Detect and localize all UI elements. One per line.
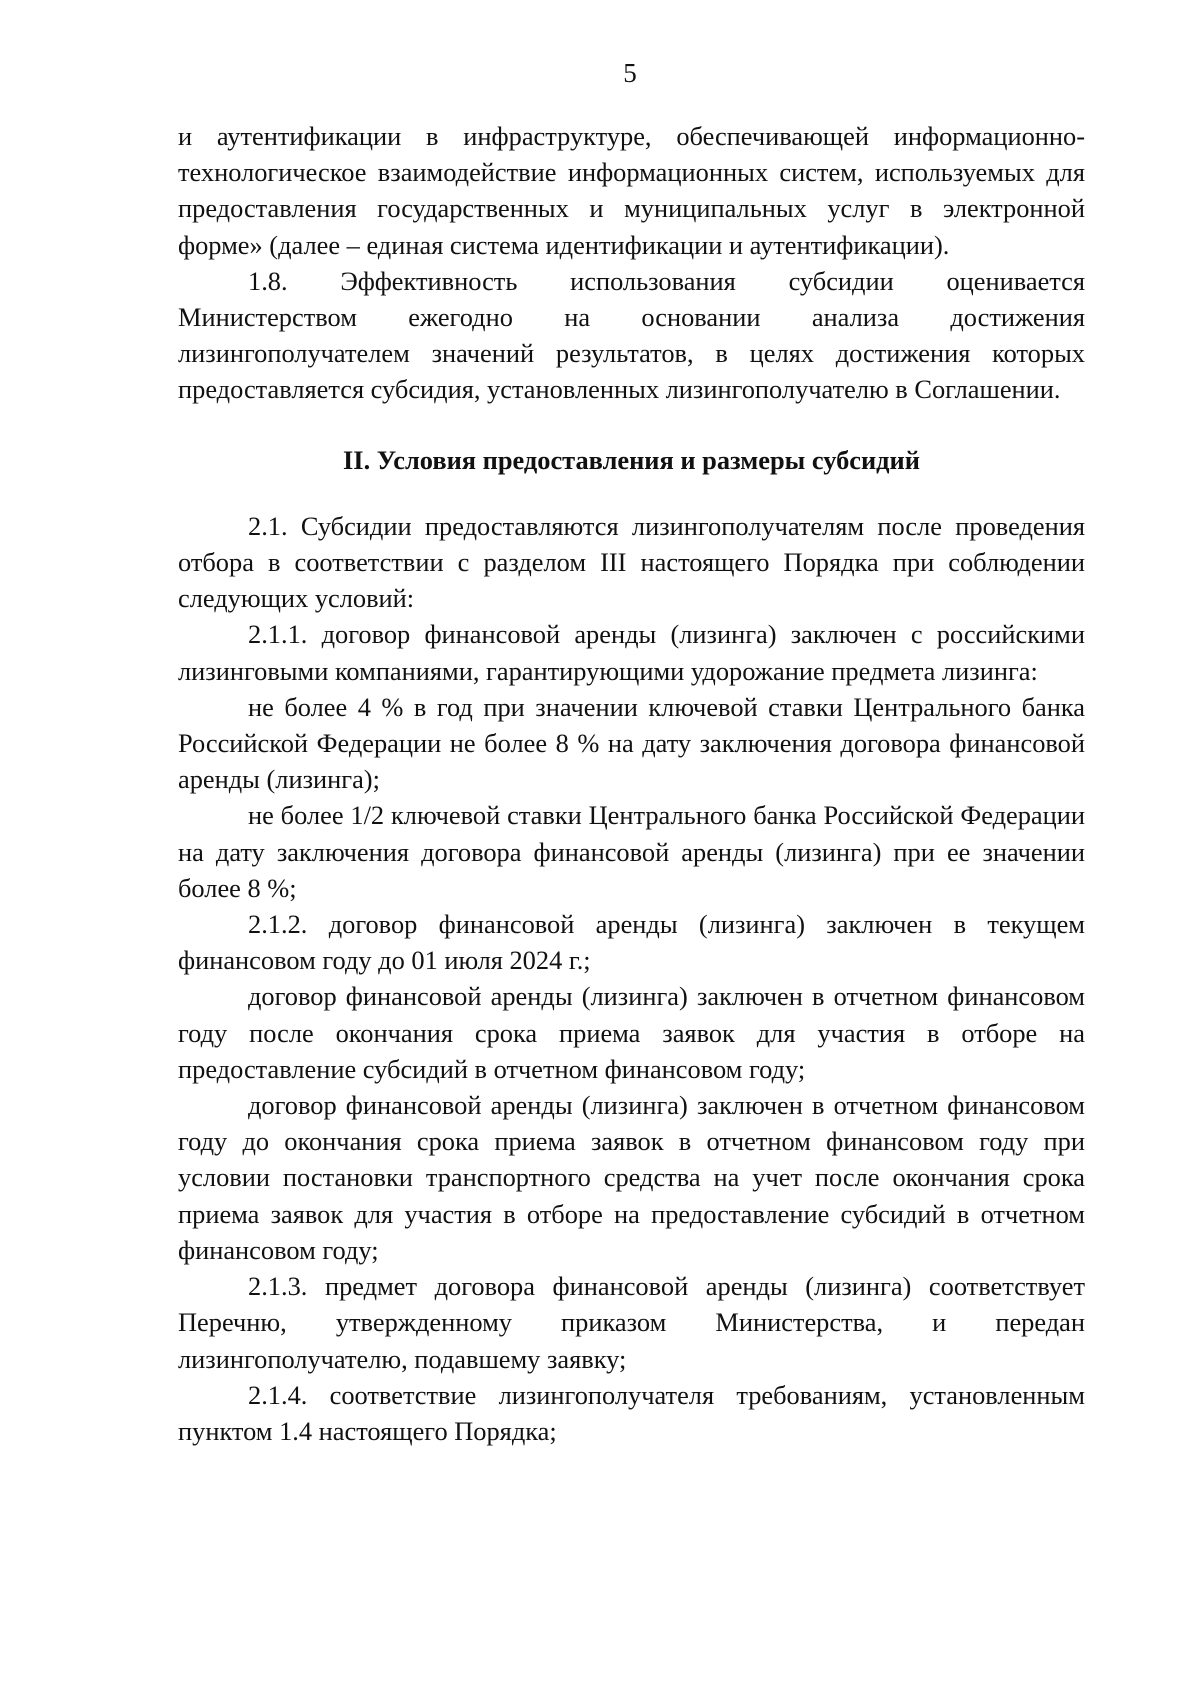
paragraph: 2.1.3. предмет договора финансовой аренды (лизинга) соответствует Перечню, утвержденному приказом Министерства, и передан лизингополучателю, подавшему заявку; xyxy=(178,1271,1085,1374)
paragraph: не более 1/2 ключевой ставки Центрального банка Российской Федерации на дату заключения договора финансовой аренды (лизинга) при ее значении более 8 %; xyxy=(178,800,1085,903)
paragraph: и аутентификации в инфраструктуре, обеспечивающей информационно-технологическое взаимодействие информационных систем, используемых для предоставления государственных и муниципальных услуг в электронной форме» (далее – единая система идентификации и аутентификации). xyxy=(178,121,1085,260)
paragraph: не более 4 % в год при значении ключевой ставки Центрального банка Российской Федерации не более 8 % на дату заключения договора финансовой аренды (лизинга); xyxy=(178,691,1085,795)
paragraph: договор финансовой аренды (лизинга) заключен в отчетном финансовом году после окончания срока приема заявок для участия в отборе на предоставление субсидий в отчетном финансовом году; xyxy=(178,981,1085,1084)
paragraph: 2.1. Субсидии предоставляются лизингополучателям после проведения отбора в соответствии с разделом III настоящего Порядка при соблюдении следующих условий: xyxy=(178,510,1085,614)
paragraph: 2.1.2. договор финансовой аренды (лизинга) заключен в текущем финансовом году до 01 июля 2024 г.; xyxy=(178,909,1085,976)
paragraph: 1.8. Эффективность использования субсидии оценивается Министерством ежегодно на основании анализа достижения лизингополучателем значений результатов, в целях достижения которых предоставляется субсидия, установленных лизингополучателю в Соглашении. xyxy=(178,265,1085,405)
paragraph: 2.1.4. соответствие лизингополучателя требованиям, установленным пунктом 1.4 настоящего Порядка; xyxy=(178,1379,1085,1446)
paragraph: договор финансовой аренды (лизинга) заключен в отчетном финансовом году до окончания срока приема заявок в отчетном финансовом году при условии постановки транспортного средства на учет после окончания срока приема заявок для участия в отборе на предоставление субсидий в отчетном финансовом году; xyxy=(178,1090,1085,1265)
paragraph: 2.1.1. договор финансовой аренды (лизинга) заключен с российскими лизинговыми компаниями, гарантирующими удорожание предмета лизинга: xyxy=(178,619,1085,686)
document-body xyxy=(178,118,1085,1449)
page-number: 5 xyxy=(623,58,637,88)
section-heading: II. Условия предоставления и размеры субсидий xyxy=(343,444,920,475)
